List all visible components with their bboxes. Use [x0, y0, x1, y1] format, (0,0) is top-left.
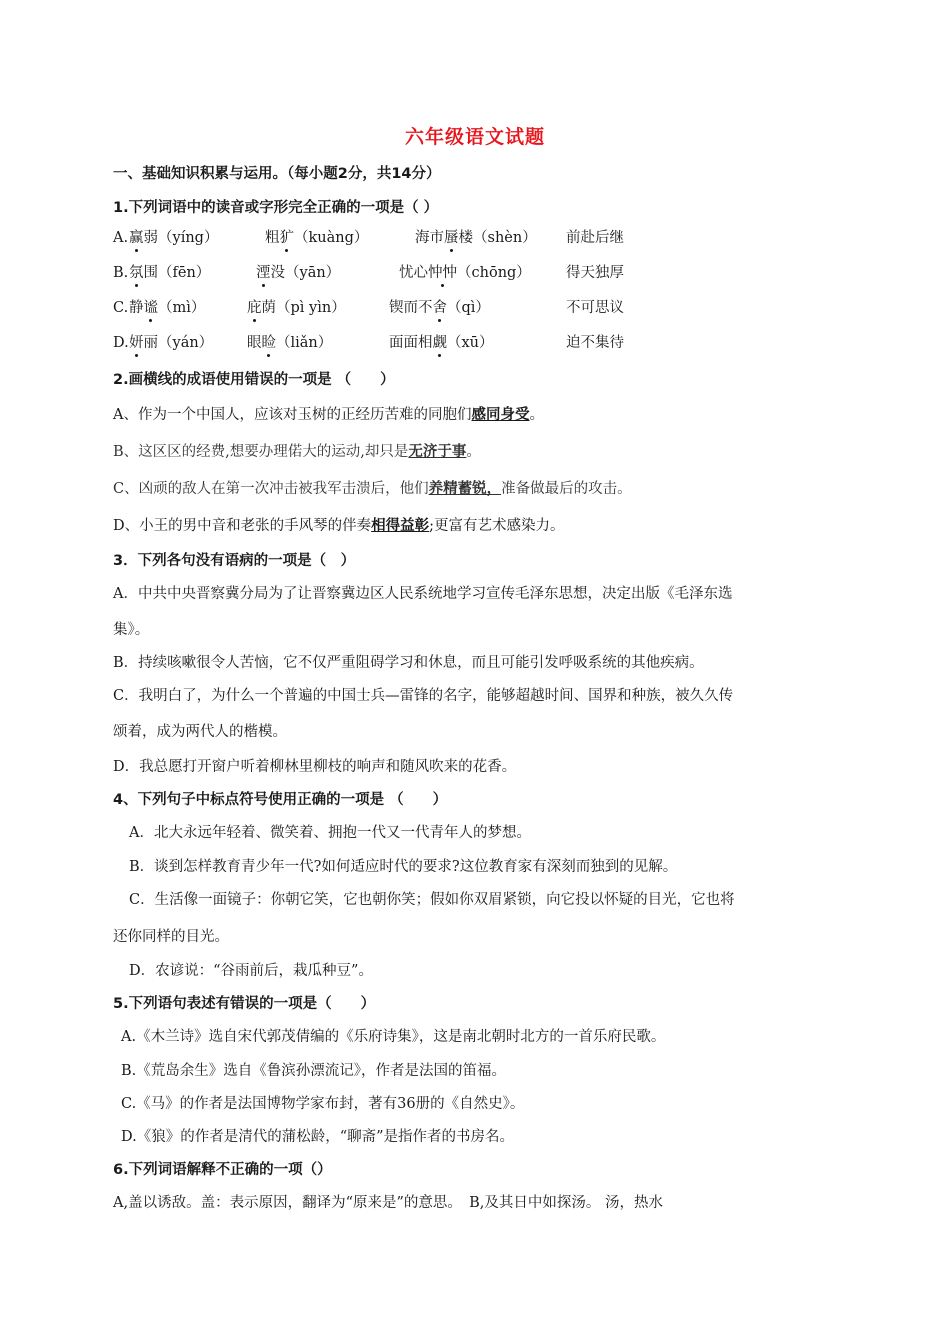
q3-option-b: B．持续咳嗽很令人苦恼，它不仅严重阻碍学习和休息，而且可能引发呼吸系统的其他疾病。 [113, 655, 704, 671]
q5-stem: 5.下列语句表述有错误的一项是（ ） [113, 996, 376, 1012]
q3-option-d: D．我总愿打开窗户听着柳林里柳枝的响声和随风吹来的花香。 [113, 759, 517, 775]
q3-option-a-line1: A．中共中央晋察冀分局为了让晋察冀边区人民系统地学习宣传毛泽东思想，决定出版《毛泽东选 [113, 586, 733, 602]
q1-a-word4: 前赴后继 [566, 230, 624, 246]
q1-c-word4: 不可思议 [566, 300, 624, 316]
q1-d-word3: 面面相觑（xū） [389, 335, 494, 351]
underlined-idiom: 相得益彰 [371, 517, 430, 534]
q2-option-a: A、作为一个中国人，应该对玉树的正经历苦难的同胞们感同身受。 [113, 406, 544, 423]
q4-option-d: D．农谚说：“谷雨前后，栽瓜种豆”。 [129, 963, 373, 979]
q1-a-word1: 赢弱（yíng） [129, 230, 219, 246]
section-heading: 一、基础知识积累与运用。（每小题2分，共14分） [113, 166, 441, 182]
q3-option-a-line2: 集》。 [113, 622, 150, 638]
q3-option-c-line1: C．我明白了，为什么一个普遍的中国士兵—雷锋的名字，能够超越时间、国界和种族，被久久传 [113, 688, 734, 704]
q4-option-b: B．谈到怎样教育青少年一代?如何适应时代的要求?这位教育家有深刻而独到的见解。 [129, 859, 678, 875]
q3-option-c-line2: 颂着，成为两代人的楷模。 [113, 724, 287, 740]
q4-option-c-line2: 还你同样的目光。 [113, 929, 229, 945]
q2-stem: 2.画横线的成语使用错误的一项是 （ ） [113, 372, 395, 388]
q1-a-label: A. [113, 230, 129, 246]
q1-b-word3: 忧心忡忡（chōng） [399, 265, 531, 281]
q1-d-label: D. [113, 335, 129, 351]
q5-option-a: A.《木兰诗》选自宋代郭茂倩编的《乐府诗集》，这是南北朝时北方的一首乐府民歌。 [121, 1029, 666, 1045]
q1-b-word1: 氛围（fēn） [129, 265, 211, 281]
q1-a-word2: 粗犷（kuàng） [265, 230, 369, 246]
q1-d-word4: 迫不集待 [566, 335, 624, 351]
q1-b-label: B. [113, 265, 129, 281]
q3-stem: 3．下列各句没有语病的一项是（ ） [113, 553, 356, 569]
underlined-idiom: 养精蓄锐， [428, 480, 502, 497]
q1-c-word1: 静谧（mì） [129, 300, 206, 316]
q5-option-d: D.《狼》的作者是清代的蒲松龄，“聊斋”是指作者的书房名。 [121, 1129, 515, 1145]
q1-d-word2: 眼睑（liǎn） [247, 335, 333, 351]
q1-d-word1: 妍丽（yán） [129, 335, 214, 351]
underlined-idiom: 感同身受 [471, 406, 530, 423]
q4-option-a: A．北大永远年轻着、微笑着、拥抱一代又一代青年人的梦想。 [129, 825, 531, 841]
q6-option-a-b: A,盖以诱敌。盖：表示原因，翻译为“原来是”的意思。 B,及其日中如探汤。 汤，热水 [113, 1195, 664, 1211]
q1-stem: 1.下列词语中的读音或字形完全正确的一项是（ ） [113, 200, 439, 216]
q6-stem: 6.下列词语解释不正确的一项（） [113, 1162, 332, 1178]
underlined-idiom: 无济于事 [408, 443, 467, 460]
q5-option-c: C.《马》的作者是法国博物学家布封，著有36册的《自然史》。 [121, 1096, 525, 1112]
q1-c-word3: 锲而不舍（qì） [389, 300, 490, 316]
q4-option-c-line1: C．生活像一面镜子：你朝它笑，它也朝你笑；假如你双眉紧锁，向它投以怀疑的目光，它也将 [129, 892, 735, 908]
q1-c-label: C. [113, 300, 129, 316]
q1-c-word2: 庇荫（pì yìn） [247, 300, 346, 316]
q2-option-b: B、这区区的经费,想要办理偌大的运动,却只是无济于事。 [113, 443, 481, 460]
q2-option-d: D、小王的男中音和老张的手风琴的伴奏相得益彰;更富有艺术感染力。 [113, 517, 565, 534]
q1-b-word2: 湮没（yān） [256, 265, 341, 281]
q2-option-c: C、凶顽的敌人在第一次冲击被我军击溃后，他们养精蓄锐，准备做最后的攻击。 [113, 480, 632, 497]
q1-a-word3: 海市蜃楼（shèn） [415, 230, 537, 246]
q1-b-word4: 得天独厚 [566, 265, 624, 281]
q4-stem: 4、下列句子中标点符号使用正确的一项是 （ ） [113, 792, 448, 808]
q5-option-b: B.《荒岛余生》选自《鲁滨孙漂流记》，作者是法国的笛福。 [121, 1063, 507, 1079]
page-title: 六年级语文试题 [404, 126, 545, 148]
